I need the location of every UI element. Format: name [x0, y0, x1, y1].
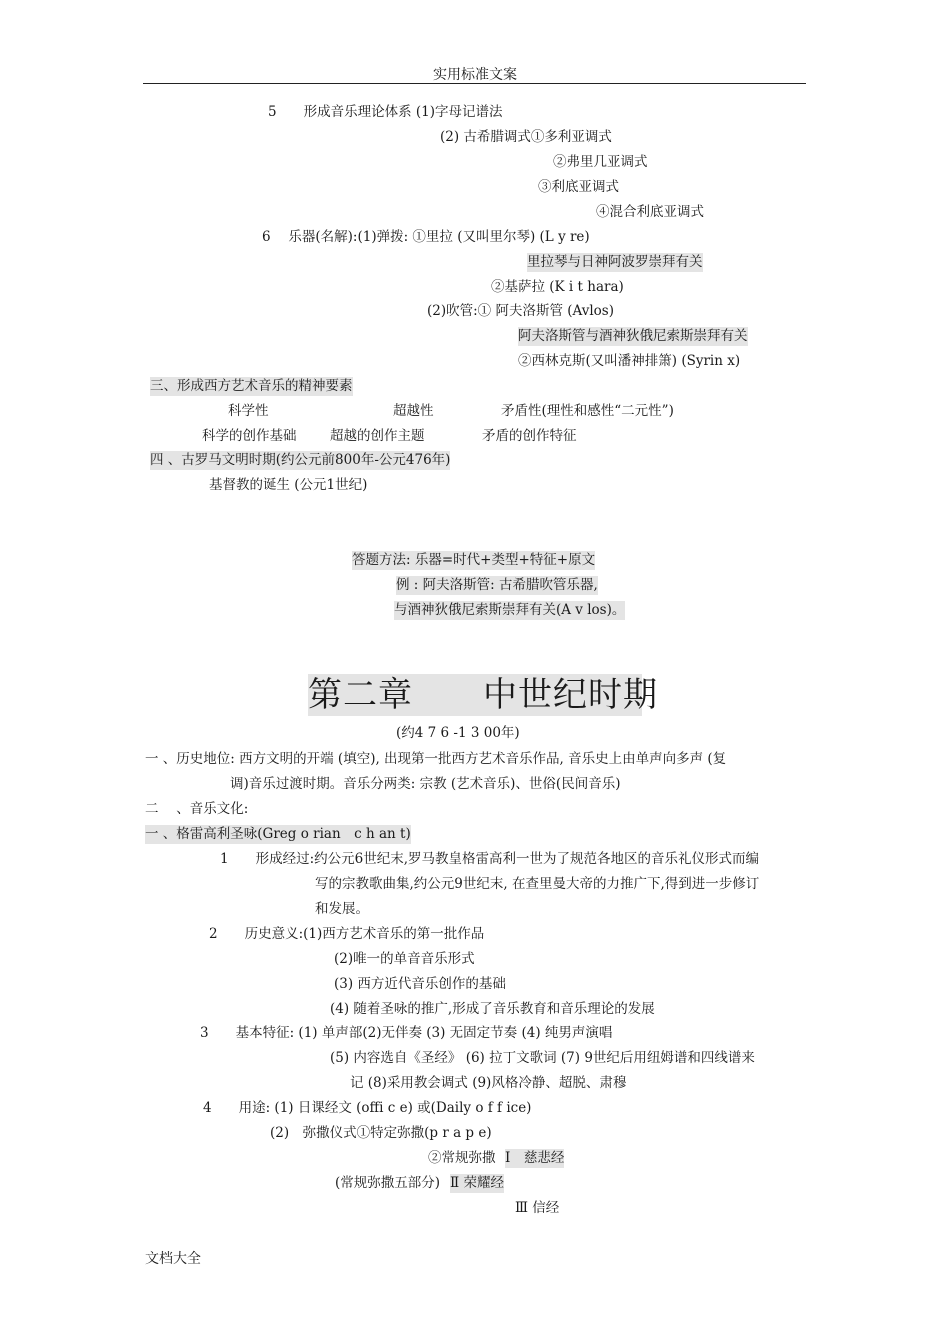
line-five-parts: (常规弥撒五部分) — [335, 1175, 441, 1191]
spirit-scientific: 科学性 — [228, 403, 269, 419]
line-mass: (2) 弥撒仪式①特定弥撒(p r a p e) — [270, 1125, 492, 1141]
line-features: 3 基本特征: (1) 单声部(2)无伴奏 (3) 无固定节奏 (4) 纯男声演唱 — [200, 1025, 613, 1041]
section-heading-gregorian: 一 、格雷高利圣咏(Greg o rian c h an t) — [145, 826, 411, 842]
line-aulos-dionysus: 阿夫洛斯管与酒神狄俄尼索斯崇拜有关 — [518, 328, 748, 344]
answer-method: 答题方法: 乐器=时代+类型+特征+原文 — [352, 552, 596, 568]
answer-example: 例 : 阿夫洛斯管: 古希腊吹管乐器, — [396, 577, 598, 593]
line-christianity: 基督教的诞生 (公元1世纪) — [209, 477, 368, 493]
line-significance-4: (4) 随着圣咏的推广,形成了音乐教育和音乐理论的发展 — [330, 1001, 655, 1017]
section-heading-spirit: 三、形成西方艺术音乐的精神要素 — [150, 378, 353, 394]
line-features-end: 记 (8)采用教会调式 (9)风格冷静、超脱、肃穆 — [350, 1075, 627, 1091]
spirit-contradictory: 矛盾性(理性和感性“二元性”) — [501, 403, 674, 419]
line-credo: Ⅲ 信经 — [515, 1200, 560, 1216]
line-ordinary-mass: ②常规弥撒 — [428, 1150, 496, 1166]
line-significance-2: (2)唯一的单音音乐形式 — [334, 951, 475, 967]
line-historical-status: 一 、历史地位: 西方文明的开端 (填空), 出现第一批西方艺术音乐作品, 音乐史上由单声向多声 (复 — [145, 751, 727, 767]
line-formation-cont: 写的宗教歌曲集,约公元9世纪末, 在查里曼大帝的力推广下,得到进一步修订 — [315, 876, 760, 892]
spirit-basis: 科学的创作基础 — [202, 428, 297, 444]
line-music-culture: 二 、音乐文化: — [145, 801, 249, 817]
chapter-name: 中世纪时期 — [483, 675, 658, 715]
line-greek-modes: (2) 古希腊调式①多利亚调式 — [440, 129, 612, 145]
answer-example-cont: 与酒神狄俄尼索斯崇拜有关(A v los)。 — [394, 602, 626, 618]
line-lyre-apollo: 里拉琴与日神阿波罗崇拜有关 — [527, 254, 703, 270]
line-lydian: ③利底亚调式 — [538, 179, 619, 195]
line-aulos: (2)吹管:① 阿夫洛斯管 (Avlos) — [427, 303, 614, 319]
line-phrygian: ②弗里几亚调式 — [553, 154, 648, 170]
line-usage: 4 用途: (1) 日课经文 (offi c e) 或(Daily o f f ice) — [203, 1100, 532, 1116]
page-footer: 文档大全 — [145, 1251, 201, 1267]
line-kithara: ②基萨拉 (K i t hara) — [491, 279, 624, 295]
page-header: 实用标准文案 — [433, 67, 517, 83]
chapter-number: 第二章 — [308, 675, 413, 715]
line-syrinx: ②西林克斯(又叫潘神排箫) (Syrin x) — [518, 353, 741, 369]
line-theory-system: 5 形成音乐理论体系 (1)字母记谱法 — [268, 104, 503, 120]
line-significance: 2 历史意义:(1)西方艺术音乐的第一批作品 — [209, 926, 485, 942]
header-rule — [143, 83, 806, 84]
section-heading-rome: 四 、古罗马文明时期(约公元前800年-公元476年) — [150, 452, 451, 468]
chapter-dates: (约4 7 6 -1 3 00年) — [396, 725, 520, 741]
spirit-feature: 矛盾的创作特征 — [482, 428, 577, 444]
line-kyrie: Ⅰ 慈悲经 — [505, 1150, 565, 1166]
line-gloria: Ⅱ 荣耀经 — [450, 1175, 504, 1191]
line-significance-3: (3) 西方近代音乐创作的基础 — [334, 976, 506, 992]
spirit-theme: 超越的创作主题 — [330, 428, 425, 444]
line-instruments: 6 乐器(名解):(1)弹拨: ①里拉 (又叫里尔琴) (L y re) — [262, 229, 590, 245]
spirit-transcendent: 超越性 — [393, 403, 434, 419]
line-mixolydian: ④混合利底亚调式 — [596, 204, 704, 220]
line-historical-status-cont: 调)音乐过渡时期。音乐分两类: 宗教 (艺术音乐)、世俗(民间音乐) — [230, 776, 621, 792]
chapter-title — [308, 674, 658, 716]
line-formation: 1 形成经过:约公元6世纪末,罗马教皇格雷高利一世为了规范各地区的音乐礼仪形式而编 — [220, 851, 760, 867]
line-features-cont: (5) 内容选自《圣经》 (6) 拉丁文歌词 (7) 9世纪后用纽姆谱和四线谱来 — [330, 1050, 755, 1066]
line-formation-end: 和发展。 — [315, 901, 369, 917]
